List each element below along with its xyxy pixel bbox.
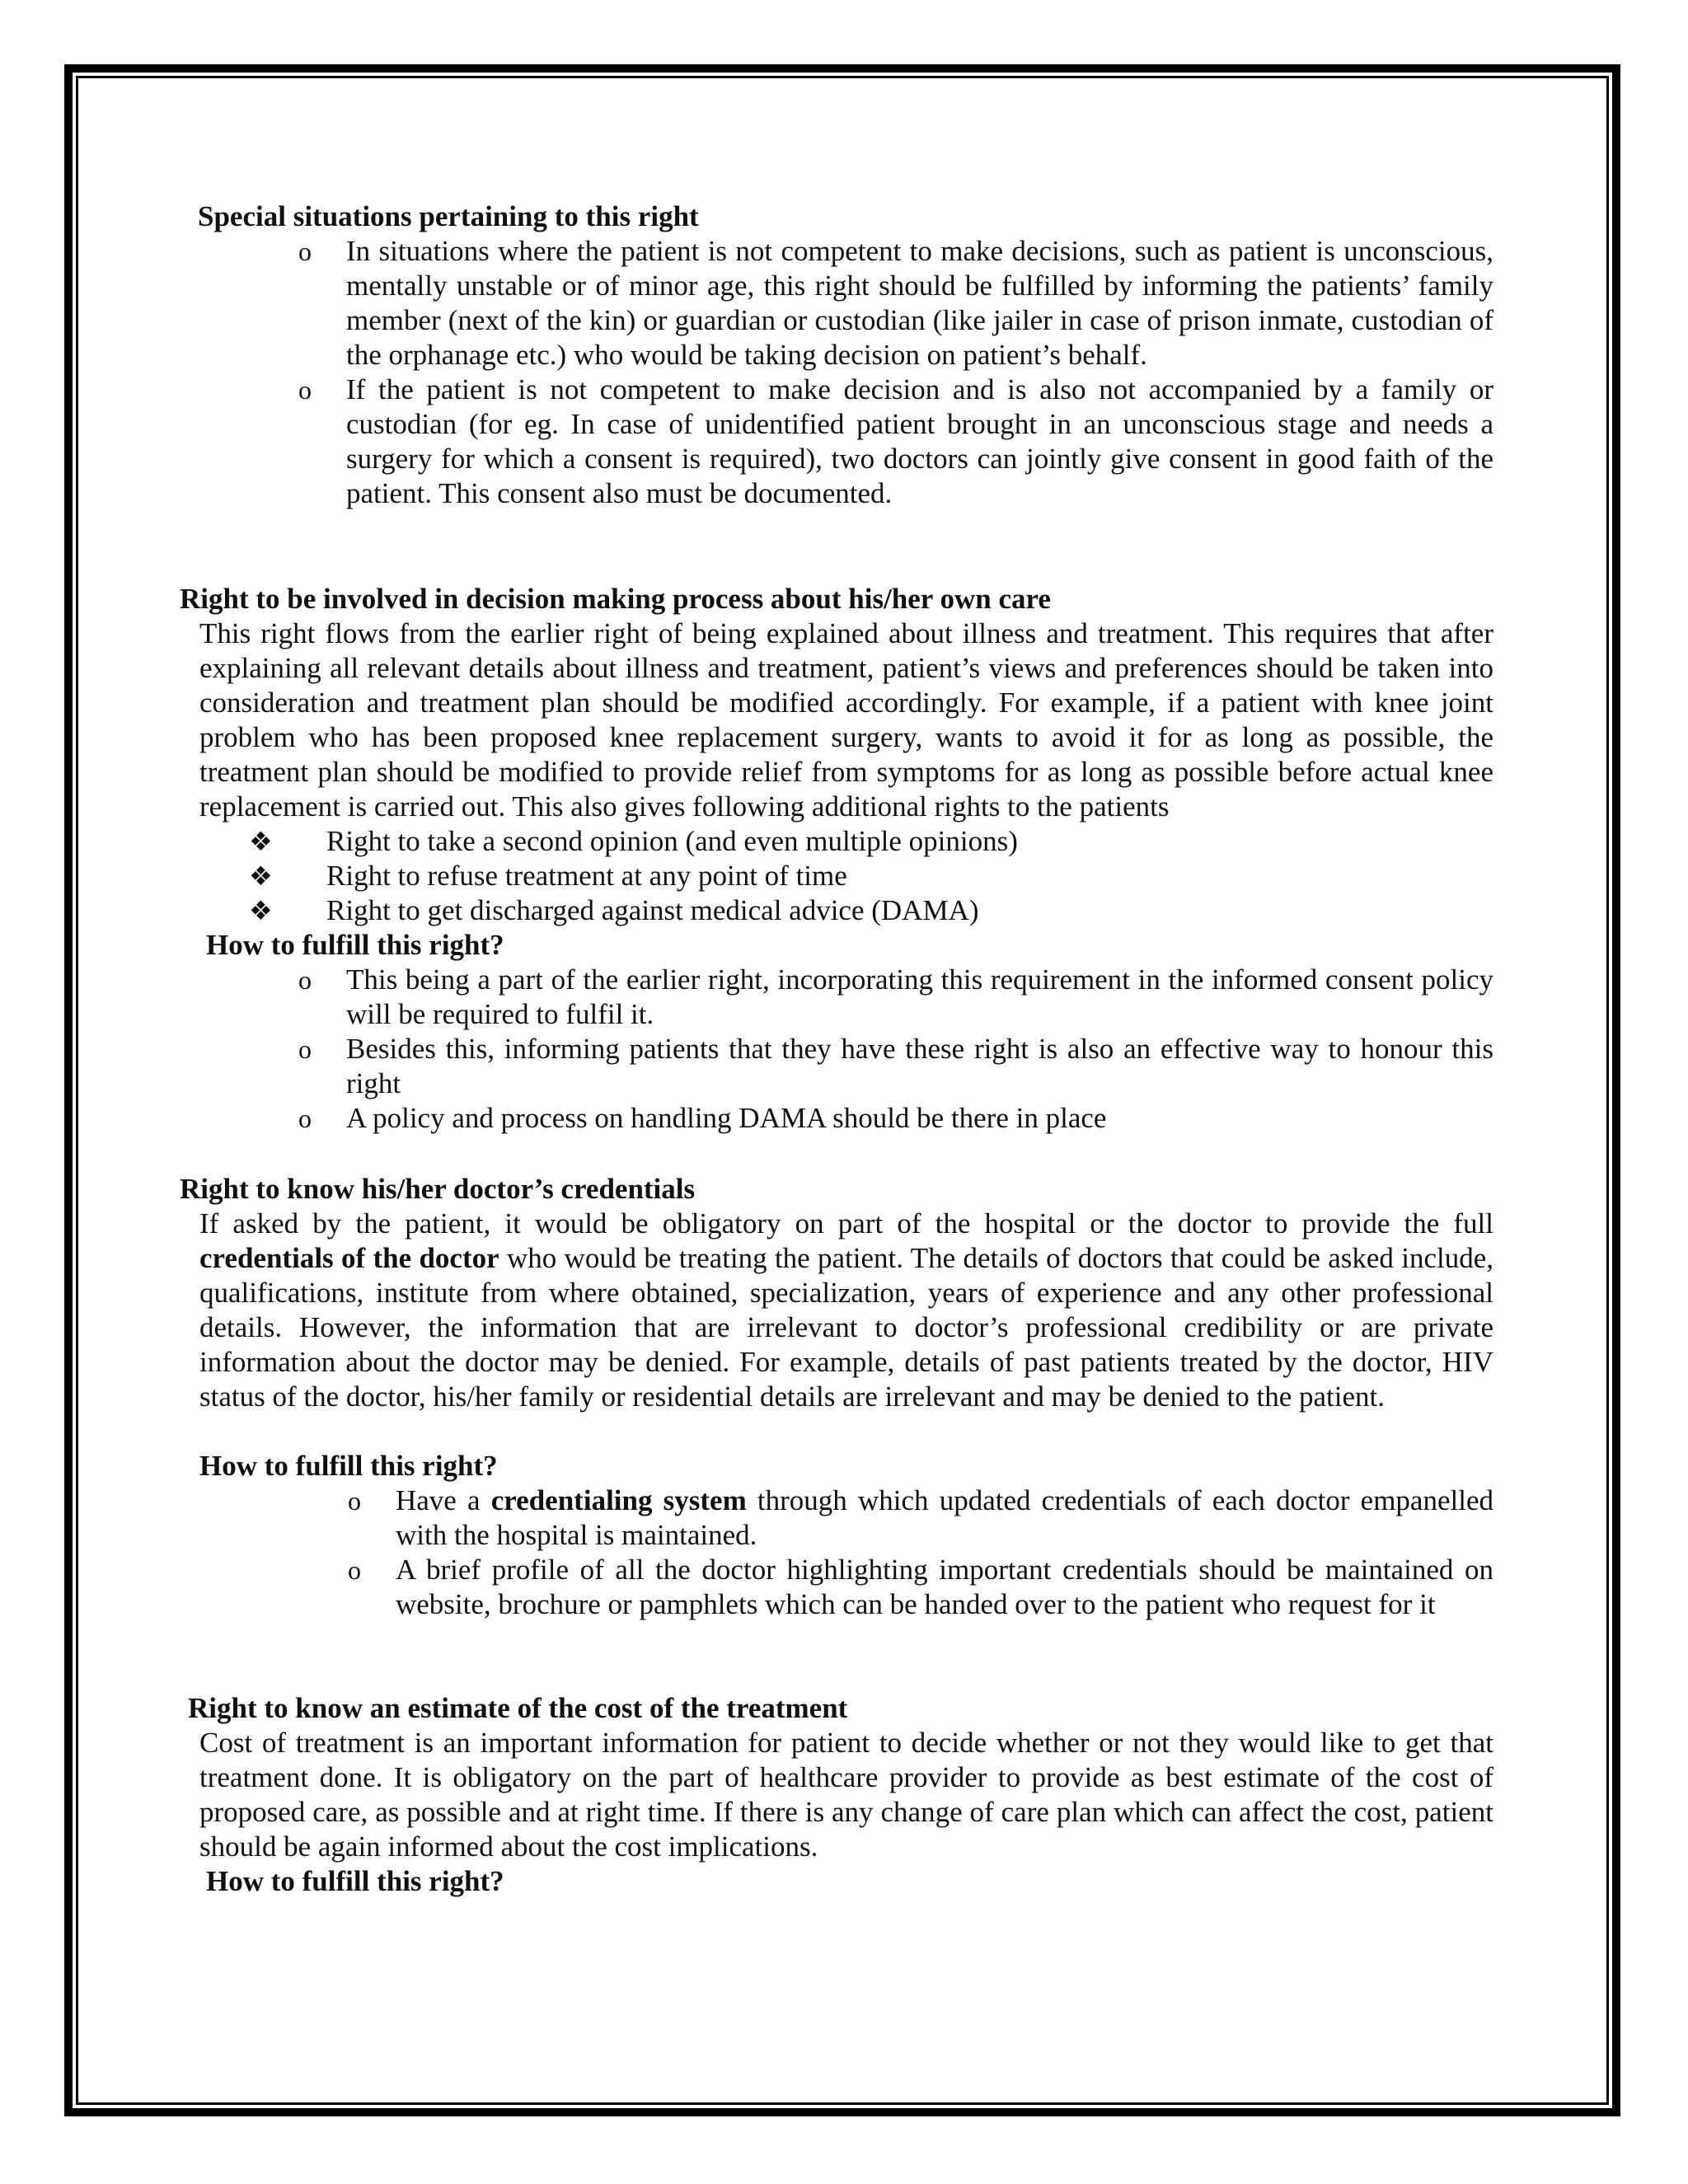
circle-bullet-icon: o [298,1104,312,1133]
cost-paragraph-wrap [199,1726,1493,1864]
special-situations-section [198,199,1493,234]
list-item: o Besides this, informing patients that they have these right is also an effective way to honour this right [298,1033,1493,1099]
circle-bullet-icon: o [298,375,312,405]
circle-bullet-icon: o [348,1486,361,1516]
list-item: o Have a credentialing system through which updated credentials of each doctor empanelled with the hospital is maintained. [348,1484,1493,1551]
cost-section [188,1691,1493,1726]
special-situations-heading: Special situations pertaining to this right [198,200,699,232]
involved-howto-wrap [206,928,1493,963]
special-situations-list [298,234,1493,511]
circle-bullet-icon: o [348,1555,361,1585]
diamond-bullet-icon: ❖ [249,861,273,891]
diamond-bullet-icon: ❖ [249,827,273,856]
list-item: o If the patient is not competent to make decision and is also not accompanied by a family or custodian (for eg. In case of unidentified patient brought in an unconscious stage and needs a surgery for which a consent is required), two doctors can jointly give consent in good faith of the patient. This consent also must be documented. [298,373,1493,509]
involved-heading: Right to be involved in decision making process about his/her own care [180,583,1051,615]
involved-section [180,582,1493,616]
circle-bullet-icon: o [298,237,312,266]
list-item: o This being a part of the earlier right, incorporating this requirement in the informed consent policy will be required to fulfil it. [298,963,1493,1030]
circle-bullet-icon: o [298,1034,312,1064]
cost-howto-heading: How to fulfill this right? [206,1865,504,1897]
involved-howto-heading: How to fulfill this right? [206,929,504,961]
credentials-howto-list [348,1483,1493,1622]
credentials-section [180,1172,1493,1207]
cost-heading: Right to know an estimate of the cost of the treatment [188,1692,848,1724]
credentials-paragraph-wrap [199,1207,1493,1414]
credentials-paragraph: If asked by the patient, it would be obligatory on part of the hospital or the doctor to provide the full credentials of the doctor who would be treating the patient. The details of doctors that could be asked include, qualifications, institute from where obtained, specialization, years of experience and any other professional details. However, the information that are irrelevant to doctor’s professional credibility or are private information about the doctor may be denied. For example, details of past patients treated by the doctor, HIV status of the doctor, his/her family or residential details are irrelevant and may be denied to the patient. [199,1207,1493,1413]
cost-howto-wrap [206,1864,1493,1899]
credentials-howto-heading: How to fulfill this right? [199,1450,498,1482]
involved-howto-list [298,963,1493,1136]
circle-bullet-icon: o [298,965,312,995]
additional-rights-list [249,824,1493,928]
credentials-heading: Right to know his/her doctor’s credentials [180,1173,696,1205]
credentials-emphasis: credentials of the doctor [199,1242,499,1274]
credentialing-system-emphasis: credentialing system [490,1484,747,1516]
list-item: o A policy and process on handling DAMA should be there in place [298,1102,1107,1134]
list-item: ❖ Right to refuse treatment at any point of time [249,860,847,892]
diamond-bullet-icon: ❖ [249,896,273,926]
involved-paragraph-wrap [199,616,1493,824]
list-item: ❖ Right to get discharged against medical advice (DAMA) [249,894,979,926]
involved-paragraph: This right flows from the earlier right of being explained about illness and treatment. This requires that after explaining all relevant details about illness and treatment, patient’s views and preferences should be taken into consideration and treatment plan should be modified accordingly. For example, if a patient with knee joint problem who has been proposed knee replacement surgery, wants to avoid it for as long as possible, the treatment plan should be modified to provide relief from symptoms for as long as possible before actual knee replacement is carried out. This also gives following additional rights to the patients [199,617,1493,823]
credentials-howto-wrap [199,1449,1493,1483]
list-item: ❖ Right to take a second opinion (and even multiple opinions) [249,825,1018,857]
list-item: o In situations where the patient is not competent to make decisions, such as patient is unconscious, mentally unstable or of minor age, this right should be fulfilled by informing the patients’ family member (next of the kin) or guardian or custodian (like jailer in case of prison inmate, custodian of the orphanage etc.) who would be taking decision on patient’s behalf. [298,235,1493,371]
cost-paragraph: Cost of treatment is an important information for patient to decide whether or not they would like to get that treatment done. It is obligatory on the part of healthcare provider to provide as best estimate of the cost of proposed care, as possible and at right time. If there is any change of care plan which can affect the cost, patient should be again informed about the cost implications. [199,1727,1493,1863]
list-item: o A brief profile of all the doctor highlighting important credentials should be maintained on website, brochure or pamphlets which can be handed over to the patient who request for it [348,1554,1493,1620]
